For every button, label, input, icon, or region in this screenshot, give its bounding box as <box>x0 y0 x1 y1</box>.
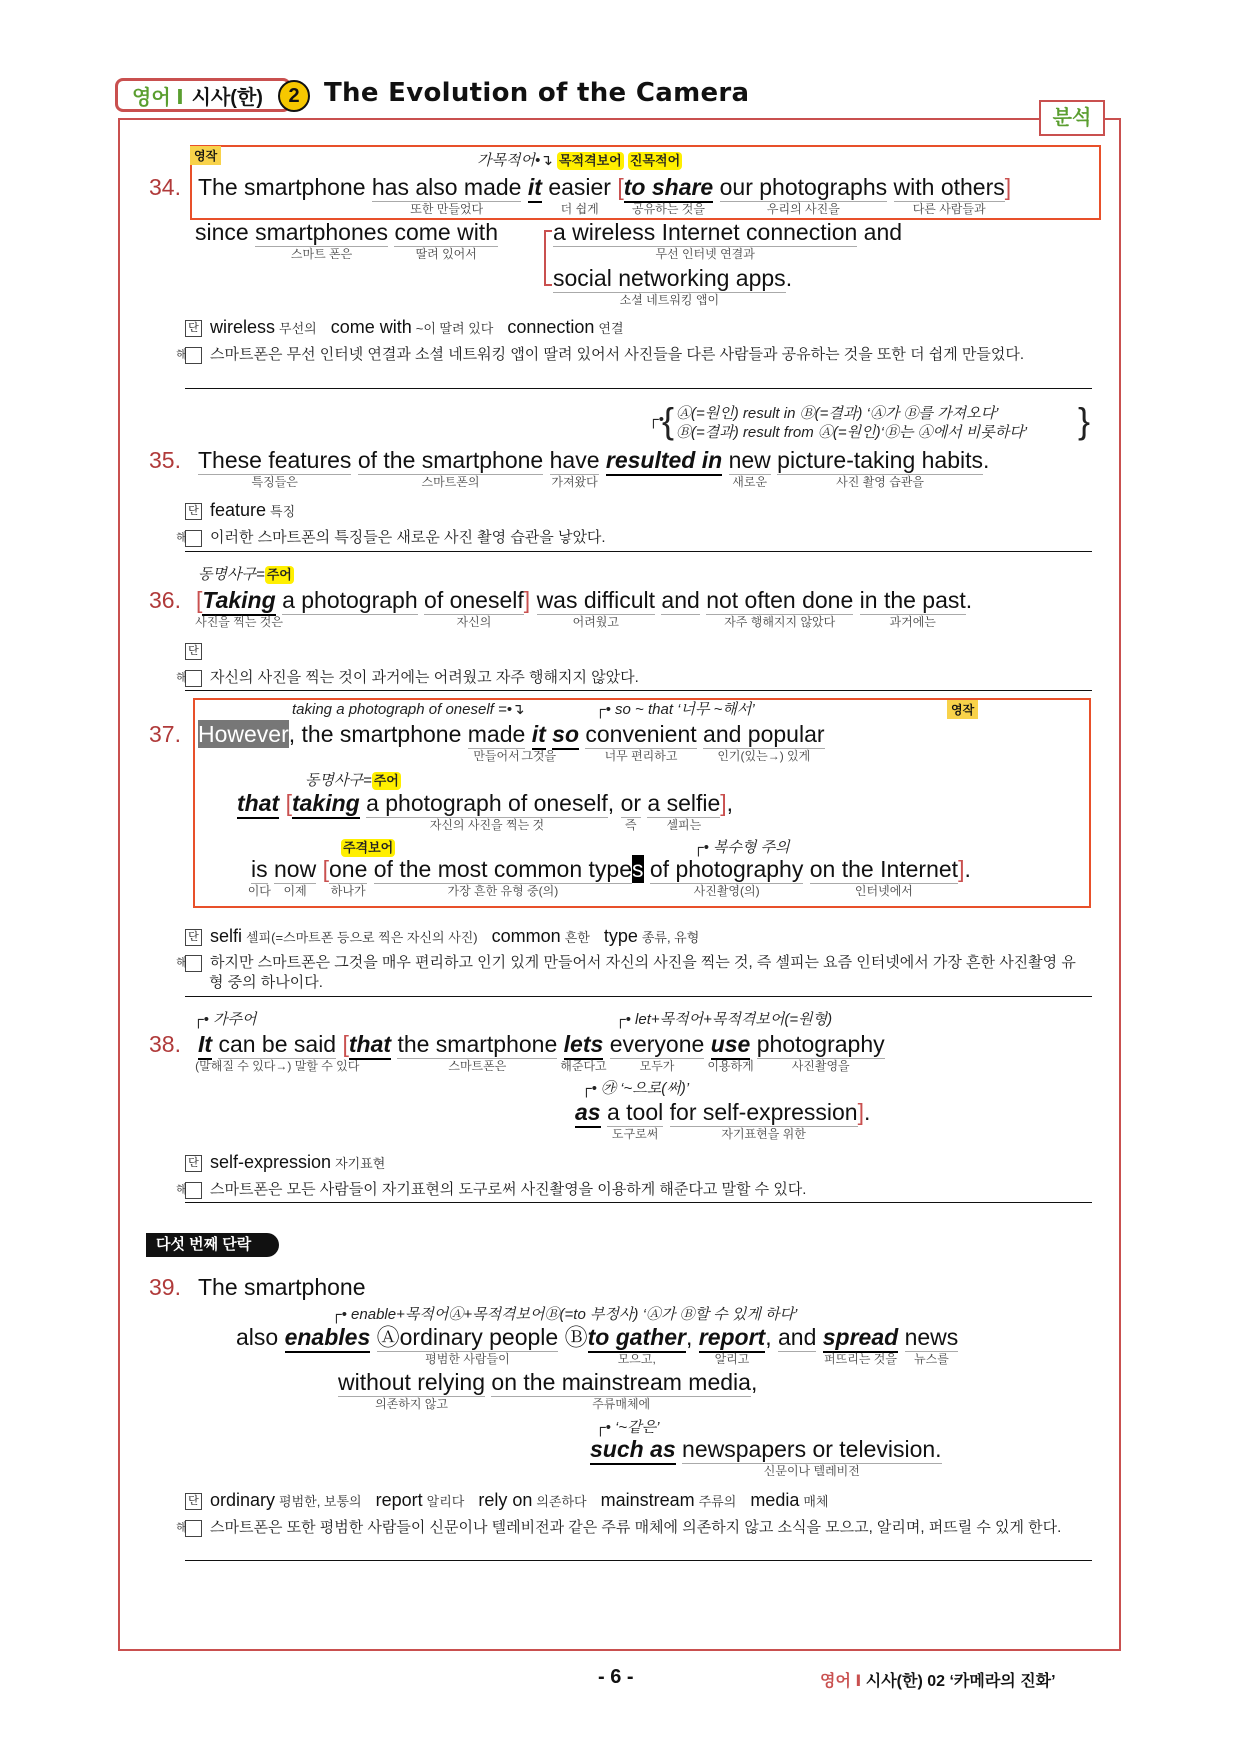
sentence-line <box>195 586 973 629</box>
sentence-line <box>590 1435 942 1478</box>
gloss: 우리의 사진을 <box>766 202 840 216</box>
translation-text: 스마트폰은 모든 사람들이 자기표현의 도구로써 사진촬영을 이용하게 해준다고 말할 수 있다. <box>210 1181 807 1198</box>
phrase: ┌• so ~ that ‘너무 ~해서’ <box>595 701 755 718</box>
gloss: 새로운 <box>732 475 768 489</box>
phrase: . <box>964 856 971 882</box>
phrase: a selfie 셀피는 <box>647 790 721 832</box>
vocab-icon: 단 <box>185 1155 202 1172</box>
phrase: everyone 모두가 <box>609 1031 705 1073</box>
translation-icon: 해 <box>185 530 202 547</box>
subject-label: 영어 Ⅰ <box>132 86 184 109</box>
phrase: have 가져왔다 <box>549 447 600 489</box>
gloss: 공유하는 것을 <box>632 202 705 216</box>
vocab-icon: 단 <box>185 929 202 946</box>
phrase: 동명사구= <box>305 772 372 789</box>
sentence-line <box>247 855 971 898</box>
phrase: can be said (말해질 수 있다→) 말할 수 있다 <box>195 1031 360 1073</box>
vocab-meaning: 특징 <box>270 504 296 519</box>
gloss: 자신의 <box>456 615 492 629</box>
gloss: 모두가 <box>639 1059 675 1073</box>
phrase: Ⓐordinary people 평범한 사람들이 <box>376 1324 559 1366</box>
phrase: and <box>778 1324 817 1350</box>
sentence-line <box>195 218 498 261</box>
vocab-icon: 단 <box>185 643 202 660</box>
gloss: 특징들은 <box>251 475 298 489</box>
phrase: of the smartphone 스마트폰의 <box>357 447 544 489</box>
vocab-meaning: 매체 <box>803 1494 829 1509</box>
gloss: 이제 <box>283 884 307 898</box>
phrase: spread 퍼뜨리는 것을 <box>822 1324 899 1366</box>
vocab-meaning: 의존하다 <box>536 1494 587 1509</box>
sentence-line <box>198 173 1012 216</box>
divider <box>185 388 1092 389</box>
translation <box>176 345 1089 365</box>
vocab-word: self-expression <box>210 1152 332 1172</box>
vocab-word: feature <box>210 500 267 520</box>
translation <box>176 953 1089 993</box>
phrase: made 만들어서 <box>467 721 526 763</box>
phrase: picture-taking habits 사진 촬영 습관을 <box>777 447 984 489</box>
phrase: not often done 자주 행해지지 않았다 <box>706 587 854 629</box>
divider <box>185 551 1092 552</box>
gloss: 다른 사람들과 <box>912 202 986 216</box>
phrase: also <box>236 1324 279 1350</box>
vocab-icon: 단 <box>185 503 202 520</box>
bracket: ] <box>1004 174 1012 200</box>
bracket: [ <box>322 856 329 882</box>
subject-tab <box>115 78 291 112</box>
phrase: it 그것을 <box>521 721 557 763</box>
composition-label: 영작 <box>947 700 978 719</box>
gloss: 즉 <box>624 818 637 832</box>
phrase: , <box>765 1324 772 1350</box>
phrase: now 이제 <box>274 856 317 898</box>
translation <box>176 528 1089 548</box>
vocab-word: media <box>750 1490 800 1510</box>
phrase: come with 딸려 있어서 <box>394 219 498 261</box>
grammar-annotation <box>477 152 682 170</box>
phrase: easier 더 쉽게 <box>548 174 611 216</box>
vocab-meaning: 평범한, 보통의 <box>279 1494 362 1509</box>
page-number: - 6 - <box>598 1666 634 1688</box>
phrase: our photographs 우리의 사진을 <box>719 174 888 216</box>
translation-text: 이러한 스마트폰의 특징들은 새로운 사진 촬영 습관을 낳았다. <box>210 529 606 546</box>
phrase: for self-expression 자기표현을 위한 <box>669 1099 858 1141</box>
highlight-label: 주어 <box>373 773 399 788</box>
phrase: with others 다른 사람들과 <box>893 174 1005 216</box>
translation-icon: 해 <box>185 955 202 972</box>
gloss: 딸려 있어서 <box>415 247 477 261</box>
phrase: ┌• ‘~같은’ <box>595 1419 660 1436</box>
vocab-meaning: 자기표현 <box>335 1156 386 1171</box>
sentence-number: 34. <box>149 174 181 200</box>
vocab-word: selfi <box>210 926 243 946</box>
phrase: a wireless Internet connection 무선 인터넷 연결과 <box>553 219 858 261</box>
bracket: [ <box>342 1031 349 1057</box>
phrase: on the Internet 인터넷에서 <box>809 856 959 898</box>
phrase: such as <box>590 1435 676 1465</box>
vocab-word: common <box>491 926 561 946</box>
phrase: enables <box>285 1323 371 1353</box>
phrase: the smartphone 스마트폰은 <box>397 1031 558 1073</box>
gloss: 더 쉽게 <box>560 202 599 216</box>
sentence-number: 36. <box>149 587 181 613</box>
sentence-number: 37. <box>149 721 181 747</box>
gloss: 어려웠고 <box>572 615 619 629</box>
bracket: [ <box>196 587 203 613</box>
sentence-number: 35. <box>149 447 181 473</box>
phrase: , <box>750 1369 758 1395</box>
sentence-line <box>553 218 903 261</box>
page-title: The Evolution of the Camera <box>324 78 750 108</box>
gloss: (말해질 수 있다→) 말할 수 있다 <box>195 1059 360 1073</box>
phrase: use 이용하게 <box>707 1031 754 1073</box>
gloss: 사진촬영을 <box>791 1059 850 1073</box>
phrase: smartphones 스마트 폰은 <box>255 219 389 261</box>
phrase: so <box>552 720 579 750</box>
phrase: newspapers or television. 신문이나 텔레비전 <box>682 1436 942 1478</box>
grammar-annotation <box>331 1306 797 1324</box>
gloss: 스마트폰의 <box>421 475 480 489</box>
phrase: , <box>288 721 296 747</box>
phrase: to gather 모으고, <box>587 1324 686 1366</box>
gloss: 그것을 <box>521 749 557 763</box>
gloss: 자주 행해지지 않았다 <box>724 615 836 629</box>
phrase: since <box>195 219 249 245</box>
bracket: ] <box>857 1099 864 1125</box>
paragraph-label: 다섯 번째 단락 <box>146 1233 279 1257</box>
gloss: 너무 편리하고 <box>604 749 678 763</box>
phrase: taking a photograph of oneself =•↴ <box>292 701 525 718</box>
gloss: 평범한 사람들이 <box>425 1352 510 1366</box>
translation-text: 스마트폰은 또한 평범한 사람들이 신문이나 텔레비전과 같은 주류 매체에 의존하지 않고 소식을 모으고, 알리며, 퍼뜨릴 수 있게 한다. <box>210 1519 1062 1536</box>
translation-text: 스마트폰은 무선 인터넷 연결과 소셜 네트워킹 앱이 딸려 있어서 사진들을 다른 사람들과 공유하는 것을 또한 더 쉽게 만들었다. <box>210 346 1025 363</box>
phrase: on the mainstream media 주류매체에 <box>491 1369 751 1411</box>
divider <box>185 1202 1092 1203</box>
gloss: 인터넷에서 <box>854 884 913 898</box>
phrase: lets 해준다고 <box>560 1031 607 1073</box>
bracket: [ <box>285 790 292 816</box>
phrase: and popular 인기(있는→) 있게 <box>703 721 825 763</box>
phrase: in the past 과거에는 <box>859 587 966 629</box>
translation-text: 하지만 스마트폰은 그것을 매우 편리하고 인기 있게 만들어서 자신의 사진을 찍는 것, 즉 셀피는 요즘 인터넷에서 가장 흔한 사진촬영 유형 중의 하나이다. <box>209 954 1076 991</box>
phrase: photography 사진촬영을 <box>756 1031 885 1073</box>
phrase: taking <box>292 789 360 819</box>
phrase: It <box>198 1030 212 1060</box>
phrase: . <box>965 587 973 613</box>
bracket: ] <box>958 856 965 882</box>
vocab-meaning: 알리다 <box>426 1494 465 1509</box>
phrase: as <box>575 1098 601 1128</box>
phrase: , <box>685 1324 693 1350</box>
vocab-list <box>185 1152 399 1174</box>
phrase: a tool 도구로써 <box>606 1099 664 1141</box>
vocab-word: report <box>375 1490 423 1510</box>
gloss: 셀피는 <box>666 818 702 832</box>
phrase: 가목적어•↴ <box>477 152 553 169</box>
bracket: [ <box>617 174 624 200</box>
brace-left: { <box>662 400 675 441</box>
phrase: that <box>349 1030 391 1060</box>
vocab-word: rely on <box>478 1490 533 1510</box>
gloss: 이용하게 <box>707 1059 754 1073</box>
gloss: 도구로써 <box>611 1127 659 1141</box>
sentence-line <box>198 1273 365 1301</box>
phrase: without relying 의존하지 않고 <box>338 1369 486 1411</box>
vocab-list <box>185 640 210 660</box>
footer-subject: 영어 Ⅰ <box>820 1673 862 1690</box>
phrase: the smartphone <box>301 721 462 747</box>
phrase: to share 공유하는 것을 <box>623 174 714 216</box>
divider <box>185 1560 1092 1561</box>
highlight-label: 목적격보어 <box>558 153 622 168</box>
grammar-annotation <box>595 701 755 719</box>
phrase: of the most common type 가장 흔한 유형 중(의) <box>373 856 632 898</box>
grammar-annotation <box>292 701 525 719</box>
phrase: news 뉴스를 <box>904 1324 959 1366</box>
list-bracket <box>544 230 552 286</box>
gloss: 자기표현을 위한 <box>721 1127 806 1141</box>
vocab-list <box>185 926 713 948</box>
vocab-word: connection <box>507 317 595 337</box>
gloss: 자신의 사진을 찍는 것 <box>429 818 545 832</box>
phrase: 동명사구= <box>198 566 265 583</box>
bracket: ] <box>523 587 531 613</box>
gloss: 퍼뜨리는 것을 <box>824 1352 897 1366</box>
vocab-meaning: 무선의 <box>279 321 317 336</box>
gloss: 사진촬영(의) <box>693 884 760 898</box>
sentence-line <box>575 1098 871 1141</box>
gloss: 스마트폰은 <box>448 1059 507 1073</box>
phrase: convenient 너무 편리하고 <box>585 721 697 763</box>
sentence-number: 38. <box>149 1031 181 1057</box>
phrase: a photograph of oneself 자신의 사진을 찍는 것 <box>366 790 608 832</box>
phrase: These features 특징들은 <box>198 447 352 489</box>
sentence-number: 39. <box>149 1274 181 1300</box>
vocab-meaning: 셀피(=스마트폰 등으로 찍은 자신의 사진) <box>246 930 478 945</box>
book-label: 시사(한) <box>191 86 263 109</box>
gloss: 모으고, <box>617 1352 656 1366</box>
gloss: 의존하지 않고 <box>375 1397 448 1411</box>
translation <box>176 668 1089 688</box>
vocab-meaning: 주류의 <box>698 1494 737 1509</box>
translation-icon: 해 <box>185 1182 202 1199</box>
gloss: 사진을 찍는 것은 <box>195 615 283 629</box>
footer-lesson: 시사(한) 02 ‘카메라의 진화’ <box>865 1673 1056 1690</box>
translation <box>176 1518 1089 1538</box>
vocab-meaning: 종류, 유형 <box>641 930 700 945</box>
grammar-annotation <box>193 1011 257 1029</box>
phrase: of photography 사진촬영(의) <box>649 856 804 898</box>
vocab-meaning: ~이 딸려 있다 <box>415 321 494 336</box>
divider <box>185 996 1092 997</box>
translation-icon: 해 <box>185 347 202 364</box>
gloss: 알리고 <box>714 1352 750 1366</box>
gloss: 신문이나 텔레비전 <box>763 1464 860 1478</box>
phrase: . <box>863 1099 871 1125</box>
sentence-line <box>195 1030 885 1073</box>
phrase: However <box>198 721 289 747</box>
divider <box>185 690 1092 691</box>
gloss: 인기(있는→) 있게 <box>717 749 811 763</box>
translation-text: 자신의 사진을 찍는 것이 과거에는 어려웠고 자주 행해지지 않았다. <box>210 669 639 686</box>
vocab-list <box>185 317 638 339</box>
highlight-label: 진목적어 <box>629 153 681 168</box>
gloss: 과거에는 <box>889 615 936 629</box>
analysis-tag: 분석 <box>1039 100 1105 136</box>
phrase: Ⓑ <box>564 1324 588 1350</box>
phrase: a photograph <box>282 587 418 613</box>
phrase: was difficult 어려웠고 <box>536 587 656 629</box>
gloss: 뉴스를 <box>914 1352 949 1366</box>
brace-arrow: ┌• <box>648 411 664 428</box>
gloss: 가져왔다 <box>551 475 598 489</box>
sentence-line <box>237 789 734 832</box>
gloss: 소셜 네트워킹 앱이 <box>619 293 720 307</box>
gloss: 가장 흔한 유형 중(의) <box>447 884 559 898</box>
phrase: ┌• enable+목적어Ⓐ+목적격보어Ⓑ(=to 부정사) ‘Ⓐ가 Ⓑ할 수 있게 하다’ <box>331 1306 798 1323</box>
sentence-line <box>553 264 793 307</box>
gloss: 또한 만들었다 <box>410 202 484 216</box>
vocab-word: wireless <box>210 317 276 337</box>
grammar-annotation <box>581 1080 689 1098</box>
gloss: 스마트 폰은 <box>290 247 353 261</box>
phrase: social networking apps 소셜 네트워킹 앱이 <box>553 265 786 307</box>
translation-icon: 해 <box>185 1520 202 1537</box>
phrase: The smartphone <box>198 174 366 200</box>
phrase: The smartphone <box>198 1274 366 1300</box>
gloss: 만들어서 <box>473 749 520 763</box>
gloss: 해준다고 <box>560 1059 607 1073</box>
phrase: Taking 사진을 찍는 것은 <box>195 587 283 629</box>
phrase: new 새로운 <box>728 447 771 489</box>
phrase: and <box>863 219 903 245</box>
phrase: and <box>661 587 700 613</box>
gloss: 이다 <box>247 884 271 898</box>
phrase: or 즉 <box>620 790 642 832</box>
phrase: it <box>528 173 542 203</box>
gloss: 하나가 <box>330 884 366 898</box>
vocab-icon: 단 <box>185 320 202 337</box>
grammar-annotation <box>198 566 294 584</box>
vocab-list <box>185 1490 842 1512</box>
composition-label: 영작 <box>190 146 221 165</box>
sentence-line <box>338 1368 758 1411</box>
translation-icon: 해 <box>185 670 202 687</box>
phrase: one 하나가 <box>329 856 368 898</box>
vocab-meaning: 흔한 <box>564 930 590 945</box>
grammar-annotation: Ⓐ(=원인) result in Ⓑ(=결과) ‘Ⓐ가 Ⓑ를 가져오다’ <box>676 405 999 422</box>
brace-right: } <box>1078 400 1091 441</box>
footer-info <box>820 1668 1056 1691</box>
grammar-annotation <box>305 772 401 790</box>
phrase: ┌• 가주어 <box>193 1011 257 1028</box>
phrase: ┌• 복수형 주의 <box>693 839 790 856</box>
phrase: ┌• ㉮ ‘~으로(써)’ <box>581 1080 690 1097</box>
vocab-list <box>185 500 309 522</box>
phrase: that <box>237 789 279 819</box>
vocab-meaning: 연결 <box>598 321 624 336</box>
phrase: report 알리고 <box>698 1324 766 1366</box>
phrase: . <box>785 265 793 291</box>
sentence-line <box>198 720 825 763</box>
vocab-word: come with <box>330 317 412 337</box>
vocab-word: type <box>603 926 638 946</box>
gloss: 무선 인터넷 연결과 <box>655 247 755 261</box>
gloss: 사진 촬영 습관을 <box>836 475 925 489</box>
grammar-annotation: Ⓑ(=결과) result from Ⓐ(=원인)‘Ⓑ는 Ⓐ에서 비롯하다’ <box>676 424 1028 441</box>
bracket: ] <box>720 790 727 816</box>
sentence-line <box>236 1323 959 1366</box>
sentence-line <box>198 446 990 489</box>
vocab-word: mainstream <box>600 1490 695 1510</box>
phrase: of oneself 자신의 <box>424 587 524 629</box>
phrase: resulted in <box>606 446 722 476</box>
phrase: has also made 또한 만들었다 <box>371 174 522 216</box>
phrase: , <box>607 790 615 816</box>
highlight-label: 주어 <box>266 567 292 582</box>
phrase: is 이다 <box>247 856 271 898</box>
phrase: , <box>726 790 734 816</box>
highlight-label: 주격보어 <box>343 840 394 855</box>
grammar-annotation <box>615 1011 832 1029</box>
phrase: . <box>983 447 990 473</box>
phrase: ┌• let+목적어+목적격보어(=원형) <box>615 1011 833 1028</box>
vocab-icon: 단 <box>185 1493 202 1510</box>
phrase: s <box>632 856 644 882</box>
translation <box>176 1180 1089 1200</box>
lesson-number-badge: 2 <box>278 80 310 112</box>
gloss: 주류매체에 <box>592 1397 651 1411</box>
vocab-word: ordinary <box>210 1490 276 1510</box>
